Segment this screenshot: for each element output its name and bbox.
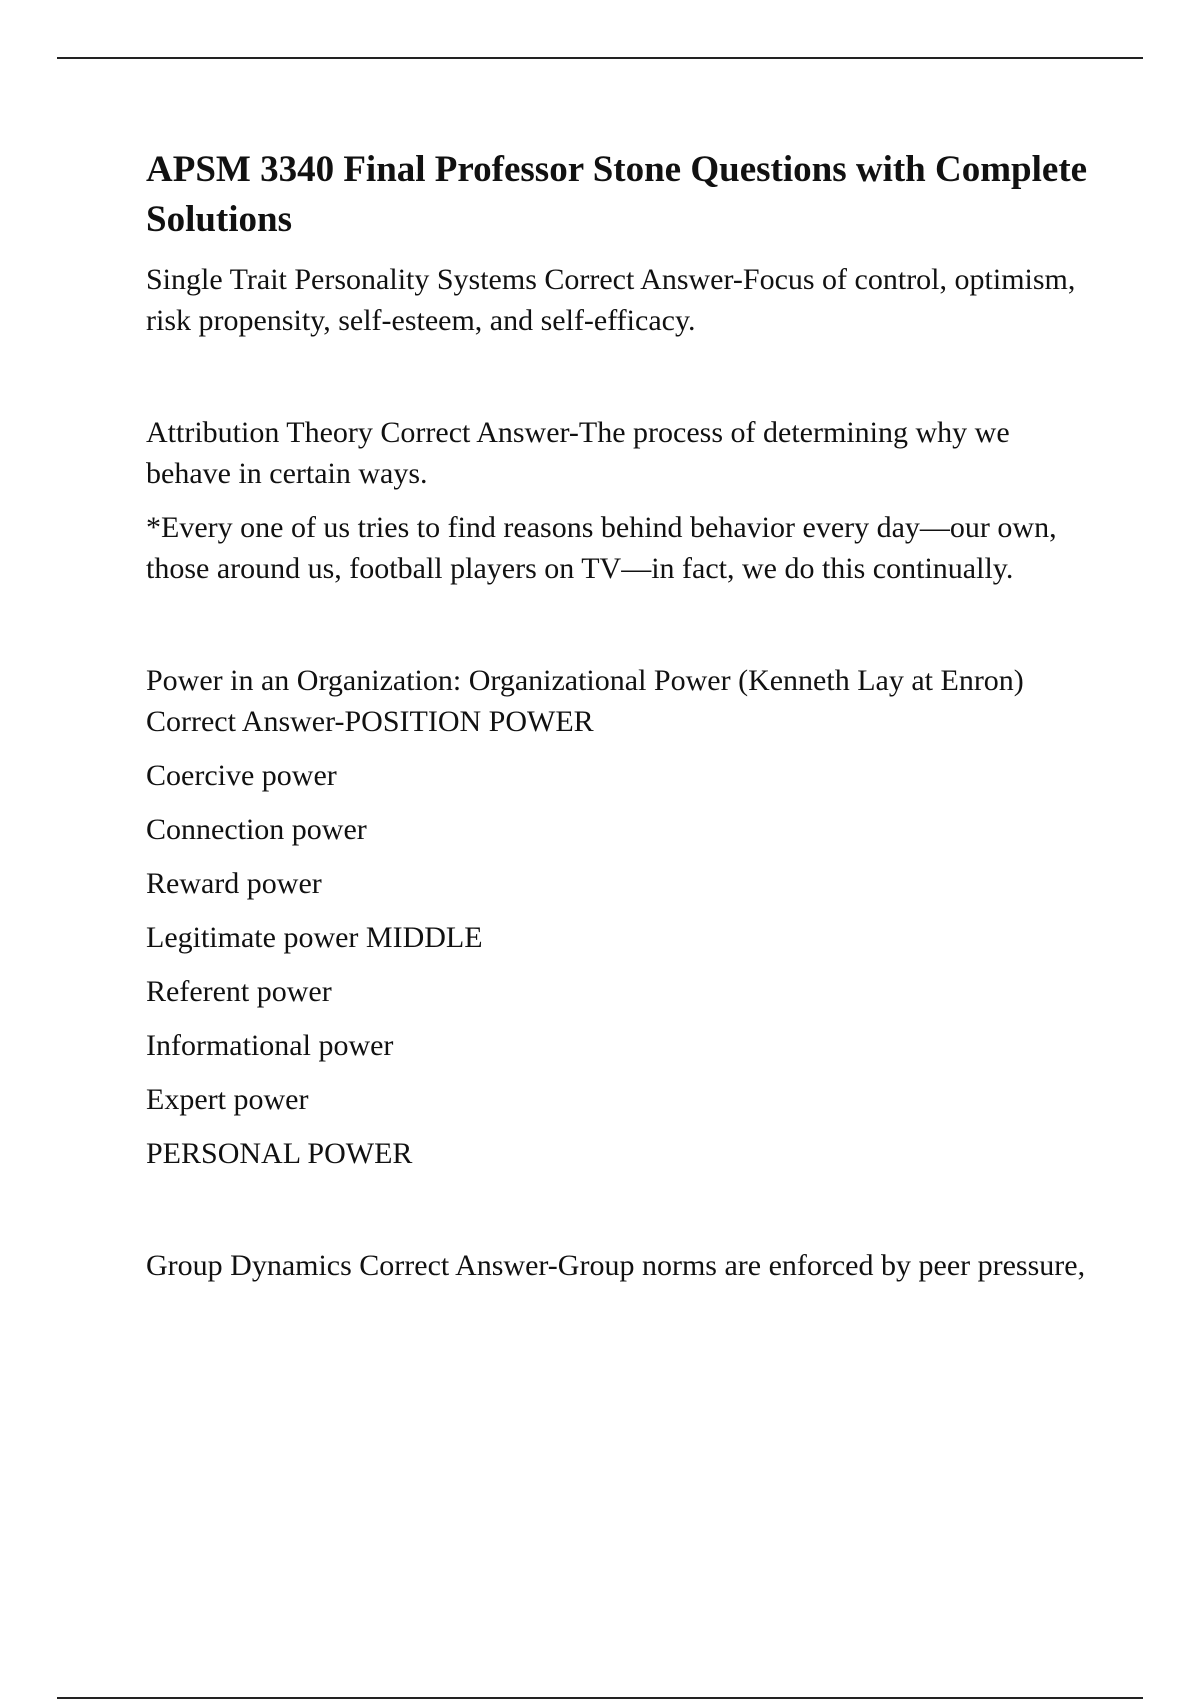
list-item: Connection power	[146, 813, 367, 846]
list-item: Informational power	[146, 1029, 394, 1062]
list-item: PERSONAL POWER	[146, 1137, 413, 1170]
answer-paragraph: Power in an Organization: Organizational Power (Kenneth Lay at Enron) Correct Answer-POSITION POWER	[146, 664, 1024, 738]
list-item: Coercive power	[146, 759, 337, 792]
header-rule	[57, 57, 1143, 59]
list-item: Referent power	[146, 975, 332, 1008]
document-body	[146, 145, 1096, 1286]
list-item: Reward power	[146, 867, 322, 900]
list-item: Legitimate power MIDDLE	[146, 921, 483, 954]
answer-paragraph: Single Trait Personality Systems Correct Answer-Focus of control, optimism, risk propensity, self-esteem, and self-efficacy.	[146, 263, 1076, 337]
answer-paragraph: Group Dynamics Correct Answer-Group norms are enforced by peer pressure,	[146, 1249, 1086, 1282]
answer-paragraph: Attribution Theory Correct Answer-The process of determining why we behave in certain ways.	[146, 416, 1010, 490]
list-item: Expert power	[146, 1083, 309, 1116]
document-title: APSM 3340 Final Professor Stone Questions with Complete Solutions	[146, 149, 1088, 240]
answer-paragraph: *Every one of us tries to find reasons behind behavior every day—our own, those around us, football players on TV—in fact, we do this continually.	[146, 511, 1057, 585]
footer-rule	[57, 1697, 1143, 1699]
